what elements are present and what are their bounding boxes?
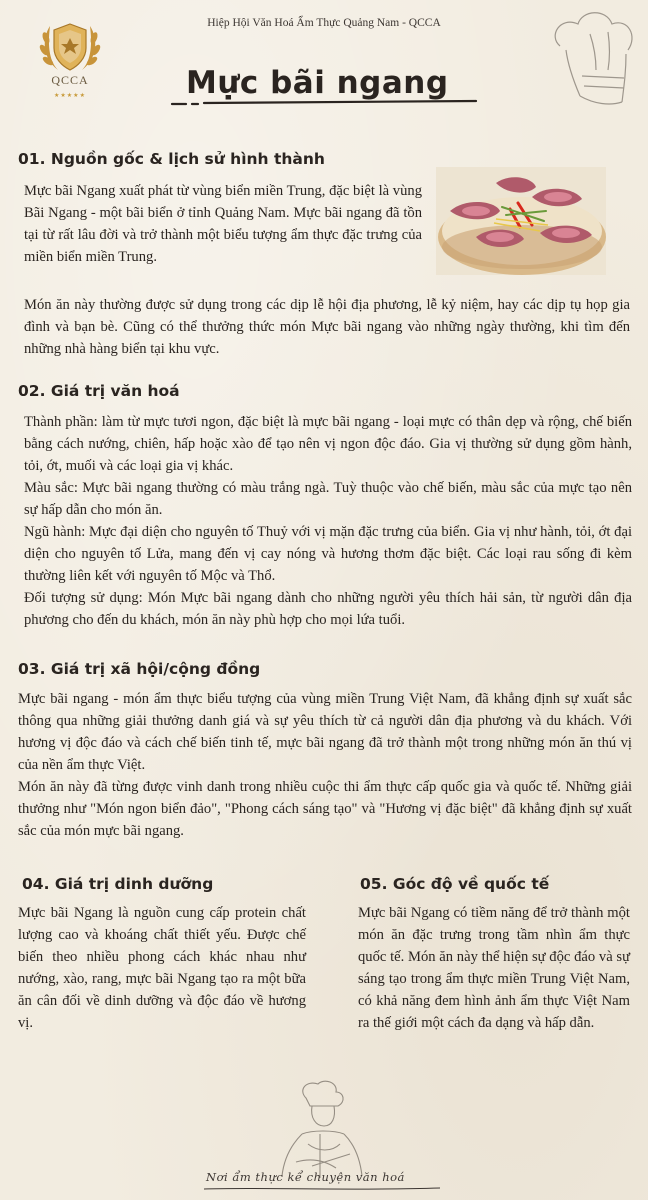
- section2-color: Màu sắc: Mực bãi ngang thường có màu trắng ngà. Tuỳ thuộc vào chế biến, màu sắc của mực tạo nên sự hấp dẫn cho món ăn.: [24, 480, 632, 518]
- section1-heading: 01. Nguồn gốc & lịch sử hình thành: [18, 150, 325, 168]
- section2-heading: 02. Giá trị văn hoá: [18, 382, 180, 400]
- chef-hat-sketch: [538, 6, 642, 114]
- signature-underline: [202, 1186, 442, 1192]
- logo-text: QCCA: [51, 73, 89, 87]
- squid-dish-photo: [436, 167, 606, 275]
- section2-elements: Ngũ hành: Mực đại diện cho nguyên tố Thuỷ với vị mặn đặc trưng của biển. Gia vị như hành, tỏi, ớt đại diện cho nguyên tố Lửa, mang đến vị cay nóng và hương thơm đặc biệt. Các loại rau sống đi kèm thường liên kết với nguyên tố Mộc và Thổ.: [24, 524, 632, 584]
- section4-body: Mực bãi Ngang là nguồn cung cấp protein chất lượng cao và khoáng chất thiết yếu. Được chế biến theo nhiều phong cách khác nhau như nướng, xào, rang, mực bãi Ngang tạo ra một bữa ăn cân đối về dinh dưỡng và độc đáo về hương vị.: [18, 905, 306, 1031]
- footer-signature: Nơi ẩm thực kể chuyện văn hoá: [206, 1170, 405, 1184]
- section3-para1: Mực bãi ngang - món ẩm thực biểu tượng của vùng miền Trung Việt Nam, đã khẳng định sự xuất sắc thông qua những giải thưởng danh giá và sự yêu thích từ cả người dân địa phương và du khách. Với hương vị độc đáo và cách chế biến tinh tế, mực bãi ngang đã trở thành một trong những món ăn thú vị của nền ẩm thực Việt.: [18, 691, 632, 773]
- title-underline: [164, 96, 484, 110]
- section5-body: Mực bãi Ngang có tiềm năng để trở thành một món ăn đặc trưng trong tầm nhìn ẩm thực quốc tế. Món ăn này thể hiện sự độc đáo và sự sáng tạo trong ẩm thực miền Trung Việt Nam, có khả năng đem hình ảnh ẩm thực Việt Nam ra thế giới một cách đa dạng và hấp dẫn.: [358, 905, 630, 1031]
- section2-ingredients: Thành phần: làm từ mực tươi ngon, đặc biệt là mực bãi ngang - loại mực có thân dẹp và rộng, chế biến bằng cách nướng, chiên, hấp hoặc xào để tạo nên vị ngon độc đáo. Gia vị thường sử dụng gồm hành, tỏi, ớt, muối và các loại gia vị khác.: [24, 414, 632, 474]
- section4-heading: 04. Giá trị dinh dưỡng: [22, 875, 214, 893]
- section1-para2: Món ăn này thường được sử dụng trong các dịp lễ hội địa phương, lễ kỷ niệm, hay các dịp tụ họp gia đình và bạn bè. Cũng có thể thưởng thức món Mực bãi ngang vào những ngày thường, khi tìm đến những nhà hàng biển tại khu vực.: [24, 297, 630, 357]
- logo-stars: ★★★★★: [54, 92, 86, 99]
- page-title: Mực bãi ngang: [186, 65, 449, 101]
- section3-para2: Món ăn này đã từng được vinh danh trong nhiều cuộc thi ẩm thực cấp quốc gia và quốc tế. Những giải thưởng như "Món ngon biển đảo", "Phong cách sáng tạo" và "Hương vị đặc biệt" đã khẳng định sự xuất sắc của món mực bãi ngang.: [18, 779, 632, 839]
- section2-audience: Đối tượng sử dụng: Món Mực bãi ngang dành cho những người yêu thích hải sản, từ người dân địa phương cho đến du khách, món ăn này phù hợp cho mọi lứa tuổi.: [24, 590, 632, 628]
- organization-name: Hiệp Hội Văn Hoá Ẩm Thực Quảng Nam - QCCA: [207, 17, 441, 29]
- section3-heading: 03. Giá trị xã hội/cộng đồng: [18, 660, 261, 678]
- section5-heading: 05. Góc độ về quốc tế: [360, 875, 550, 893]
- section1-intro: Mực bãi Ngang xuất phát từ vùng biển miền Trung, đặc biệt là vùng Bãi Ngang - một bãi biển ở tỉnh Quảng Nam. Mực bãi ngang đã tồn tại từ rất lâu đời và trở thành một biểu tượng ẩm thực đặc trưng của miền biển miền Trung.: [24, 183, 422, 265]
